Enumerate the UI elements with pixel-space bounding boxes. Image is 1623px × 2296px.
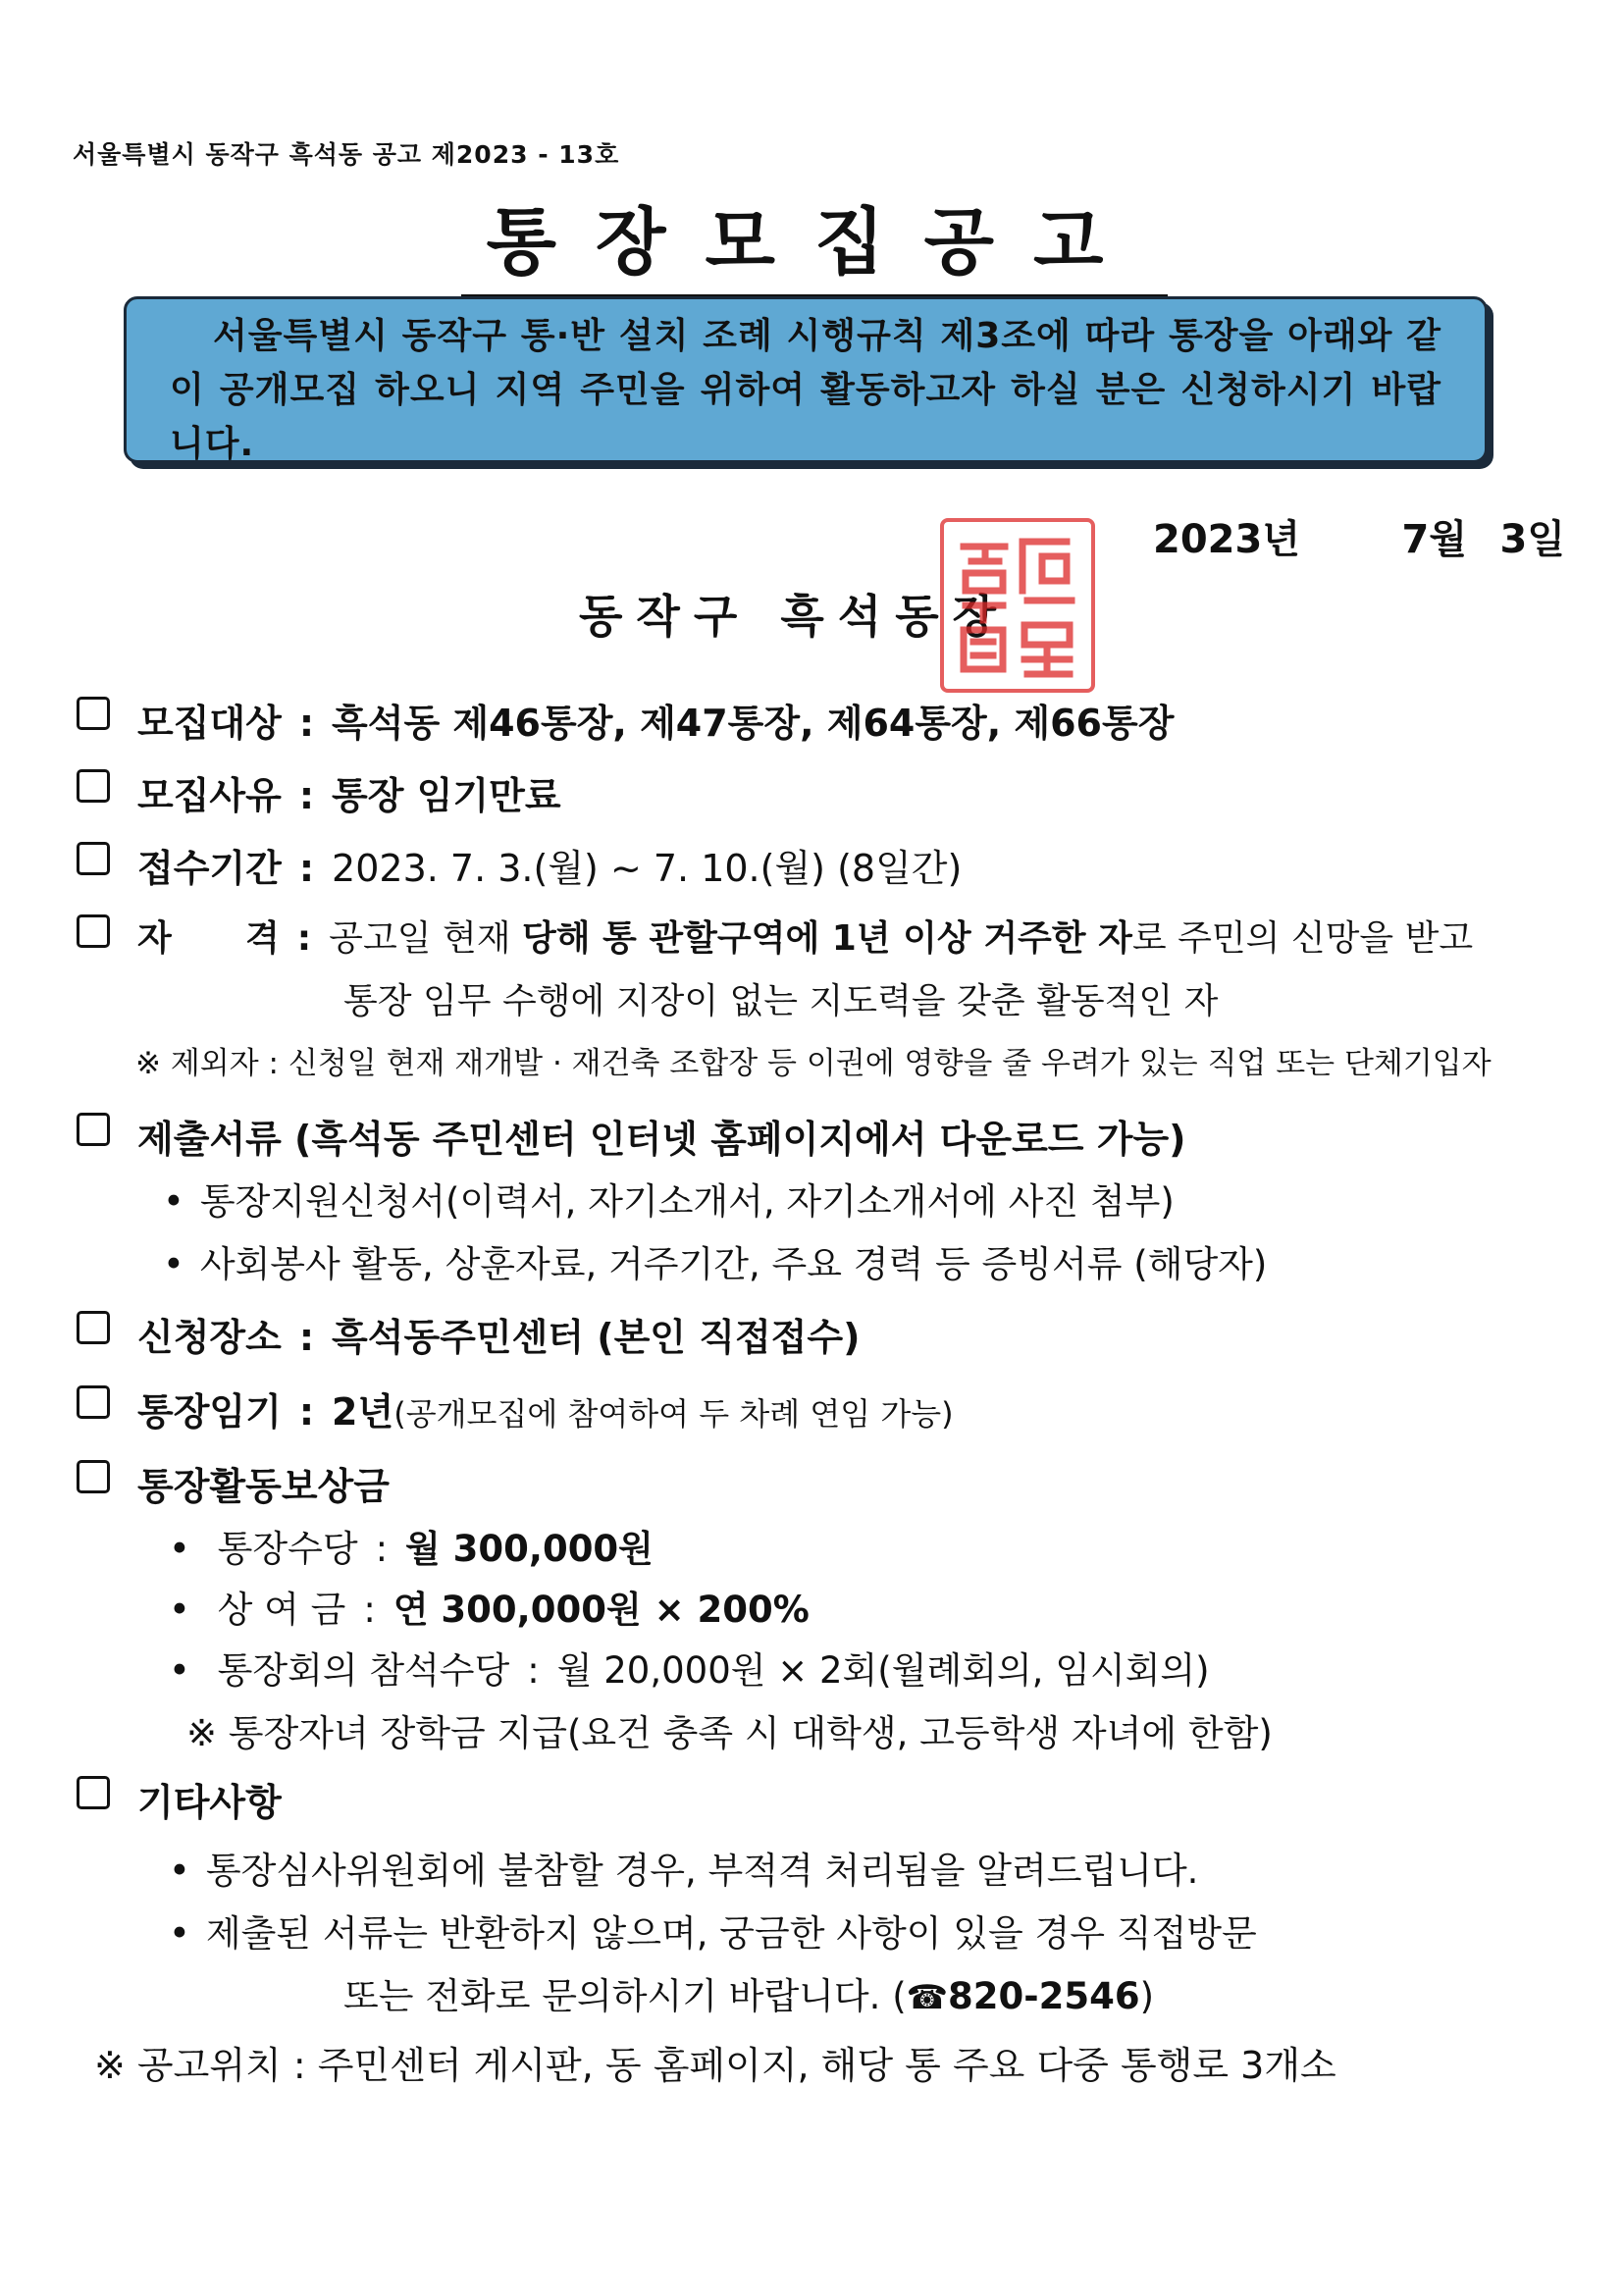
checkbox-icon [77,697,110,730]
target-value: 흑석동 제46통장, 제47통장, 제64통장, 제66통장 [332,702,1175,745]
compensation-label: 통장활동보상금 [137,1465,390,1508]
period-value: 2023. 7. 3.(월) ~ 7. 10.(월) (8일간) [332,847,963,890]
notice-page: 서울특별시 동작구 흑석동 공고 제2023 - 13호 통장모집공고 서울특별시 동작구 통·반 설치 조례 시행규칙 제3조에 따라 통장을 아래와 같이 공개모집 하오니 지역 주민을 위하여 활동하고자 하실 분은 신청하시기 바랍니다. 2023년 7월 3일 동작구 흑석동장 모집대상 : 흑석동 제46통장, 제47통장, 제64통장, 제66통장 모집사유 : 통장 임기만료 접수기간 : 2023. 7. 3.(월) ~ 7. 10.(월) (8일간) 자 격 : 공고일 현재 당해 통 관할구역에 1년 이상 거주한 자로 주민의 신망을 받고 통장 임무 수행에 지장이 없는 지도력을 갖춘 활동적인 자 ※ 제외자 : 신청일 현재 재개발 · 재건축 조합장 등 이권에 영향을 줄 우려가 있는 직업 또는 단체기입자 제출서류 (흑석동 주민센터 인터넷 홈페이지에서 다운로드 가능) • 통장지원신청서(이력서, 자기소개서, 자기소개서에 사진 첨부) • 사회봉사 활동, 상훈자료, 거주기간, 주요 경력 등 증빙서류 (해당자) 신청장소 : 흑석동주민센터 (본인 직접접수) 통장임기 : 2년(공개모집에 참여하여 두 차례 연임 가능) 통장활동보상금 • 통장수당 : 월 300,000원 • 상 여 금 : 연 300,000원 × 200% • 통장회의 참석수당 : 월 20,000원 × 2회(월례회의, 임시회의) ※ 통장자녀 장학금 지급(요건 충족 시 대학생, 고등학생 자녀에 한함) 기타사항 • 통장심사위원회에 불참할 경우, 부적격 처리됨을 알려드립니다. • 제출된 서류는 반환하지 않으며, 궁금한 사항이 있을 경우 직접방문 또는 전화로 문의하시기 바랍니다. (☎820-2546) ※ 공고위치 : 주민센터 게시판, 동 홈페이지, 해당 통 주요 다중 통행로 3개소 [0,0,1623,2296]
etc-label: 기타사항 [137,1781,282,1824]
etc-item-continued [343,1966,1154,2019]
compensation-item-value: 월 20,000원 × 2회(월례회의, 임시회의) [556,1649,1210,1692]
term-label: 통장임기 [137,1390,282,1434]
qualification-line1-bold: 당해 통 관할구역에 1년 이상 거주한 자 [521,918,1132,959]
phone-number: 820-2546 [948,1975,1140,2017]
compensation-note: ※ 통장자녀 장학금 지급(요건 충족 시 대학생, 고등학생 자녀에 한함) [186,1712,1273,1754]
qualification-line1-post: 로 주민의 신망을 받고 [1131,918,1474,959]
compensation-item-name: 통장수당 [217,1528,358,1570]
etc-item2-line2: 또는 전화로 문의하시기 바랍니다. ( [343,1975,907,2017]
compensation-item-value: 연 300,000원 × 200% [393,1589,810,1631]
place-label: 신청장소 [137,1316,282,1359]
notice-number: 서울특별시 동작구 흑석동 공고 제2023 - 13호 [73,140,620,169]
qualification-label: 자 격 [137,918,280,959]
page-title: 통장모집공고 [461,184,1168,298]
date-day: 3일 [1499,517,1565,562]
place-value: 흑석동주민센터 (본인 직접접수) [332,1316,861,1359]
documents-label: 제출서류 (흑석동 주민센터 인터넷 홈페이지에서 다운로드 가능) [137,1118,1186,1161]
reason-label: 모집사유 [137,774,282,817]
checkbox-icon [77,1385,110,1419]
qualification-line2: 통장 임무 수행에 지장이 없는 지도력을 갖춘 활동적인 자 [343,981,1219,1021]
checkbox-icon [77,842,110,875]
compensation-item-name: 통장회의 참석수당 [217,1649,510,1692]
compensation-item: • 상 여 금 : 연 300,000원 × 200% [169,1580,810,1633]
period-label: 접수기간 [137,847,282,890]
target-label: 모집대상 [137,702,282,745]
compensation-item: • 통장수당 : 월 300,000원 [169,1519,654,1572]
posting-location: ※ 공고위치 : 주민센터 게시판, 동 홈페이지, 해당 통 주요 다중 통행로 3개소 [94,2044,1336,2087]
checkbox-icon [77,1776,110,1809]
term-note: (공개모집에 참여하여 두 차례 연임 가능) [393,1395,954,1433]
qualification-exclusion: ※ 제외자 : 신청일 현재 재개발 · 재건축 조합장 등 이권에 영향을 줄 우려가 있는 직업 또는 단체기입자 [135,1046,1492,1081]
checkbox-icon [77,1460,110,1493]
compensation-item-name: 상 여 금 [217,1589,346,1631]
compensation-item: • 통장회의 참석수당 : 월 20,000원 × 2회(월례회의, 임시회의) [169,1641,1210,1694]
reason-value: 통장 임기만료 [332,774,561,817]
checkbox-icon [77,769,110,803]
etc-item: • 통장심사위원회에 불참할 경우, 부적격 처리됨을 알려드립니다. [169,1841,1198,1894]
telephone-icon: ☎ [906,1978,948,2017]
intro-text: 서울특별시 동작구 통·반 설치 조례 시행규칙 제3조에 따라 통장을 아래와 같이 공개모집 하오니 지역 주민을 위하여 활동하고자 하실 분은 신청하시기 바랍니다. [170,316,1441,464]
official-seal [940,518,1095,693]
checkbox-icon [77,1311,110,1344]
qualification-line1-pre: 공고일 현재 [329,918,522,959]
notice-date [1153,508,1565,564]
documents-item: • 통장지원신청서(이력서, 자기소개서, 자기소개서에 사진 첨부) [163,1172,1175,1225]
etc-item2-line2-post: ) [1139,1975,1155,2017]
date-month: 7월 [1401,517,1467,562]
compensation-item-value: 월 300,000원 [405,1528,654,1570]
term-value: 2년 [332,1390,394,1434]
etc-item: • 제출된 서류는 반환하지 않으며, 궁금한 사항이 있을 경우 직접방문 [169,1904,1257,1957]
issuer-name: 동작구 흑석동장 [579,590,1011,643]
seal-mark [944,522,1091,689]
documents-item: • 사회봉사 활동, 상훈자료, 거주기간, 주요 경력 등 증빙서류 (해당자) [163,1234,1267,1287]
checkbox-icon [77,914,110,948]
intro-box [124,296,1488,463]
date-year: 2023년 [1153,517,1300,562]
checkbox-icon [77,1113,110,1146]
